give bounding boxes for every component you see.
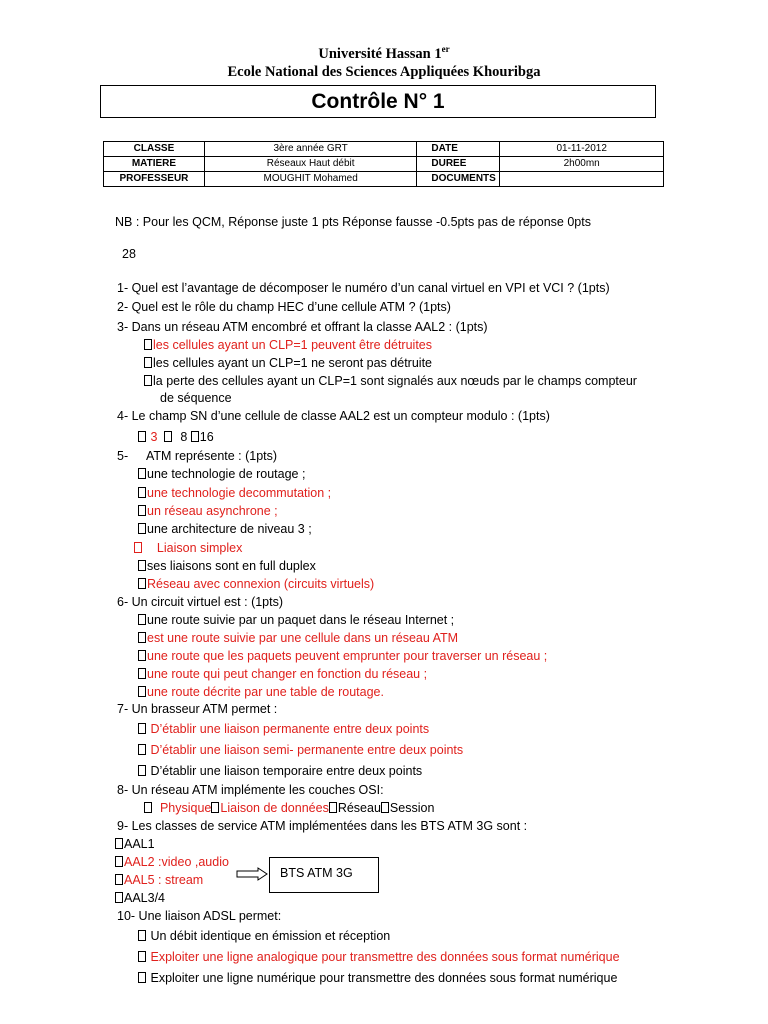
checkbox-icon xyxy=(115,892,123,903)
school-name: Ecole National des Sciences Appliquées Khouribga xyxy=(227,64,541,80)
question-9: 9- Les classes de service ATM implémentées dans les BTS ATM 3G sont : xyxy=(117,819,528,833)
table-row xyxy=(104,157,664,172)
checkbox-icon xyxy=(138,723,146,734)
checkbox-icon xyxy=(138,972,146,983)
checkbox-icon xyxy=(138,505,146,516)
nb-note: NB : Pour les QCM, Réponse juste 1 pts Réponse fausse -0.5pts pas de réponse 0pts xyxy=(115,215,591,229)
q5-option-5: Liaison simplex xyxy=(134,541,242,555)
q9-option-1: AAL1 xyxy=(115,837,155,851)
checkbox-icon xyxy=(144,802,152,813)
question-10: 10- Une liaison ADSL permet: xyxy=(117,909,282,923)
q3-option-2: les cellules ayant un CLP=1 ne seront pas détruite xyxy=(144,356,432,370)
q5-option-2: une technologie decommutation ; xyxy=(138,486,331,500)
q5-option-3: un réseau asynchrone ; xyxy=(138,504,278,518)
question-6: 6- Un circuit virtuel est : (1pts) xyxy=(117,595,284,609)
q5-option-6: ses liaisons sont en full duplex xyxy=(138,559,316,573)
question-7: 7- Un brasseur ATM permet : xyxy=(117,702,278,716)
checkbox-icon xyxy=(115,856,123,867)
q6-option-3: une route que les paquets peuvent emprunter pour traverser un réseau ; xyxy=(138,649,547,663)
checkbox-icon xyxy=(138,578,146,589)
q3-option-3: la perte des cellules ayant un CLP=1 sont signalés aux nœuds par le champs compteur xyxy=(144,374,637,388)
q9-option-4: AAL3/4 xyxy=(115,891,165,905)
table-cell xyxy=(500,172,664,187)
q6-option-2: est une route suivie par une cellule dans un réseau ATM xyxy=(138,631,458,645)
checkbox-icon xyxy=(138,930,146,941)
university-name: Université Hassan 1er xyxy=(318,44,450,62)
checkbox-icon xyxy=(138,744,146,755)
q10-option-2: Exploiter une ligne analogique pour transmettre des données sous format numérique xyxy=(138,950,620,964)
q5-option-1: une technologie de routage ; xyxy=(138,467,305,481)
table-cell: 3ère année GRT xyxy=(204,142,416,157)
checkbox-icon xyxy=(138,668,146,679)
q8-options: Physique Liaison de données Réseau Session xyxy=(144,801,434,815)
q6-option-1: une route suivie par un paquet dans le réseau Internet ; xyxy=(138,613,454,627)
checkbox-icon xyxy=(211,802,219,813)
checkbox-icon xyxy=(138,487,146,498)
q3-option-3-continued: de séquence xyxy=(160,391,232,405)
q5-option-7: Réseau avec connexion (circuits virtuels) xyxy=(138,577,374,591)
q3-option-1: les cellules ayant un CLP=1 peuvent être détruites xyxy=(144,338,432,352)
checkbox-icon xyxy=(164,431,172,442)
q9-option-3: AAL5 : stream xyxy=(115,873,203,887)
exam-title: Contrôle N° 1 xyxy=(100,85,656,118)
q5-option-4: une architecture de niveau 3 ; xyxy=(138,522,312,536)
checkbox-icon xyxy=(144,375,152,386)
table-cell: Réseaux Haut débit xyxy=(204,157,416,172)
checkbox-icon xyxy=(329,802,337,813)
question-3: 3- Dans un réseau ATM encombré et offrant la classe AAL2 : (1pts) xyxy=(117,320,488,334)
q9-option-2: AAL2 :video ,audio xyxy=(115,855,229,869)
q10-option-3: Exploiter une ligne numérique pour transmettre des données sous format numérique xyxy=(138,971,617,985)
checkbox-icon xyxy=(381,802,389,813)
table-cell: 01-11-2012 xyxy=(500,142,664,157)
checkbox-icon xyxy=(138,650,146,661)
table-cell: DOCUMENTS xyxy=(417,172,500,187)
checkbox-icon xyxy=(138,468,146,479)
checkbox-icon xyxy=(138,951,146,962)
checkbox-icon xyxy=(138,614,146,625)
q7-option-2: D’établir une liaison semi- permanente entre deux points xyxy=(138,743,463,757)
checkbox-icon xyxy=(138,765,146,776)
question-5: ATM représente : (1pts) xyxy=(146,449,278,463)
table-row xyxy=(104,142,664,157)
checkbox-icon xyxy=(115,874,123,885)
q4-options: 3 8 16 xyxy=(138,430,214,444)
info-table xyxy=(103,141,664,187)
table-cell: CLASSE xyxy=(104,142,205,157)
arrow-right-icon xyxy=(236,867,268,881)
checkbox-icon xyxy=(138,632,146,643)
table-cell: DATE xyxy=(417,142,500,157)
q6-option-5: une route décrite par une table de routage. xyxy=(138,685,384,699)
q7-option-1: D’établir une liaison permanente entre deux points xyxy=(138,722,429,736)
question-2: 2- Quel est le rôle du champ HEC d’une cellule ATM ? (1pts) xyxy=(117,300,451,314)
question-4: 4- Le champ SN d’une cellule de classe AAL2 est un compteur modulo : (1pts) xyxy=(117,409,550,423)
handwritten-number: 28 xyxy=(122,247,136,261)
q7-option-3: D’établir une liaison temporaire entre deux points xyxy=(138,764,422,778)
question-8: 8- Un réseau ATM implémente les couches OSI: xyxy=(117,783,384,797)
checkbox-icon xyxy=(144,339,152,350)
q10-option-1: Un débit identique en émission et réception xyxy=(138,929,390,943)
q6-option-4: une route qui peut changer en fonction du réseau ; xyxy=(138,667,427,681)
checkbox-icon xyxy=(144,357,152,368)
checkbox-icon xyxy=(138,431,146,442)
table-cell: MATIERE xyxy=(104,157,205,172)
bts-label-box: BTS ATM 3G xyxy=(269,857,379,893)
question-5-number: 5- xyxy=(117,449,129,463)
table-cell: PROFESSEUR xyxy=(104,172,205,187)
question-1: 1- Quel est l’avantage de décomposer le numéro d’un canal virtuel en VPI et VCI ? (1pts) xyxy=(117,281,610,295)
table-row xyxy=(104,172,664,187)
checkbox-icon xyxy=(191,431,199,442)
table-cell: MOUGHIT Mohamed xyxy=(204,172,416,187)
checkbox-icon xyxy=(138,686,146,697)
checkbox-icon xyxy=(115,838,123,849)
table-cell: 2h00mn xyxy=(500,157,664,172)
checkbox-icon xyxy=(138,523,146,534)
checkbox-icon xyxy=(138,560,146,571)
table-cell: DUREE xyxy=(417,157,500,172)
checkbox-icon xyxy=(134,542,142,553)
